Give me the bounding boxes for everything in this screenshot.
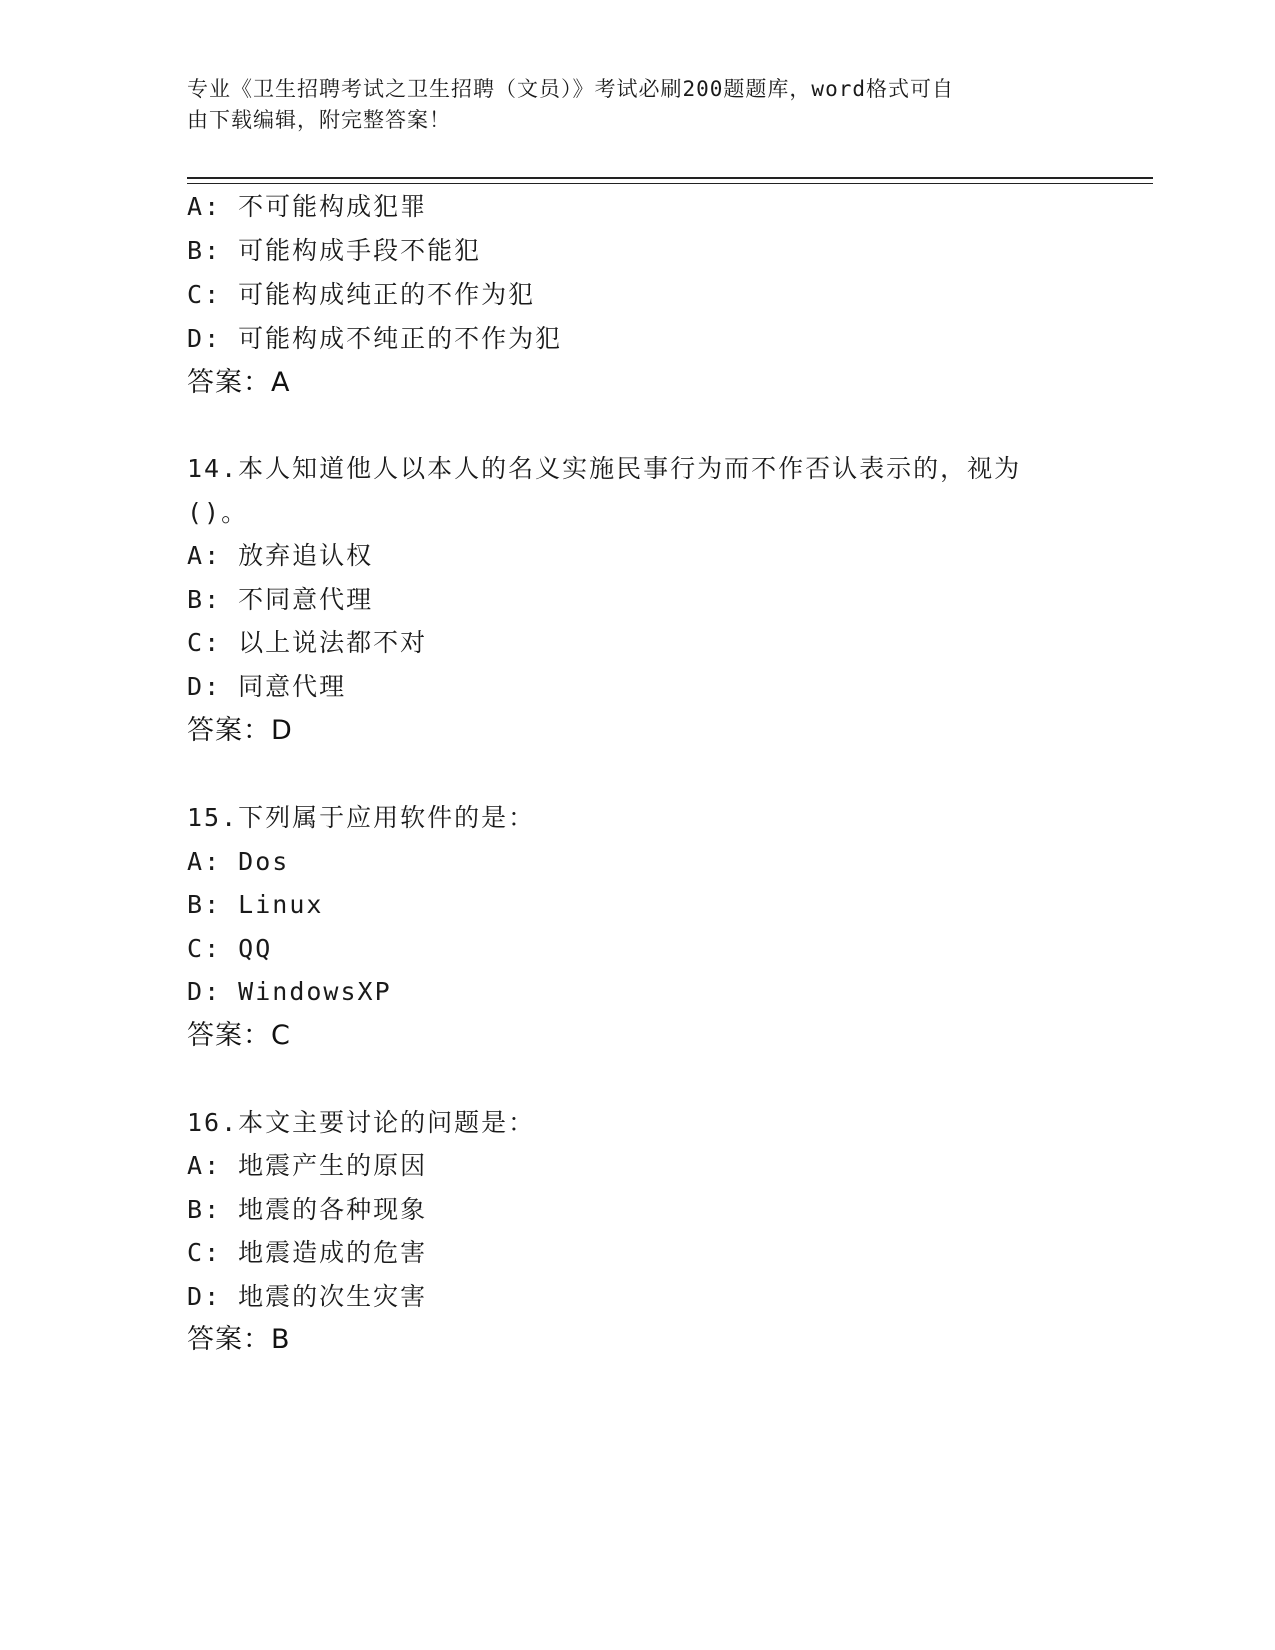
option-letter: B (187, 236, 205, 265)
option-separator: : (204, 280, 239, 309)
option-text: 可能构成不纯正的不作为犯 (238, 324, 563, 353)
option-letter: C (187, 628, 205, 657)
q15-option-a (187, 846, 289, 878)
option-text: 可能构成纯正的不作为犯 (238, 280, 536, 309)
q15-option-b (187, 889, 323, 921)
option-separator: : (204, 1195, 239, 1224)
option-letter: C (187, 934, 205, 963)
option-letter: D (187, 324, 205, 353)
option-text: 可能构成手段不能犯 (238, 236, 482, 265)
option-text: Linux (238, 890, 324, 919)
q15-option-d (187, 976, 392, 1008)
header-divider-thick (187, 177, 1153, 179)
option-text: 不可能构成犯罪 (238, 192, 428, 221)
option-text: 地震产生的原因 (238, 1151, 428, 1180)
q16-option-d (187, 1281, 427, 1313)
q14-option-a (187, 540, 373, 572)
q16-option-c (187, 1237, 427, 1269)
q14-option-b (187, 584, 373, 616)
option-separator: : (204, 236, 239, 265)
option-separator: : (204, 934, 239, 963)
option-separator: : (204, 585, 239, 614)
header-line-1: 专业《卫生招聘考试之卫生招聘（文员）》考试必刷200题题库，word格式可自 (187, 77, 954, 101)
option-separator: : (204, 324, 239, 353)
prev-answer: 答案：A (187, 367, 291, 398)
option-separator: : (204, 541, 239, 570)
option-separator: : (204, 977, 239, 1006)
option-letter: B (187, 1195, 205, 1224)
prev-option-d (187, 323, 562, 355)
q14-option-d (187, 671, 346, 703)
option-separator: : (204, 847, 239, 876)
prev-option-c (187, 279, 535, 311)
header-divider-thin (187, 183, 1153, 184)
q16-answer: 答案：B (187, 1324, 291, 1355)
q15-answer: 答案：C (187, 1020, 291, 1051)
option-text: 以上说法都不对 (238, 628, 428, 657)
option-letter: C (187, 280, 205, 309)
option-letter: A (187, 541, 205, 570)
option-text: Dos (238, 847, 290, 876)
option-separator: : (204, 192, 239, 221)
header-line-2: 由下载编辑，附完整答案！ (187, 108, 451, 132)
q14-answer: 答案：D (187, 715, 293, 746)
option-letter: D (187, 1282, 205, 1311)
q15-stem-line-1: 15.下列属于应用软件的是： (187, 803, 536, 832)
option-separator: : (204, 890, 239, 919)
option-separator: : (204, 1151, 239, 1180)
q14-stem-line-1: 14.本人知道他人以本人的名义实施民事行为而不作否认表示的，视为 (187, 454, 1022, 483)
option-separator: : (204, 1282, 239, 1311)
option-letter: A (187, 1151, 205, 1180)
q16-option-b (187, 1194, 427, 1226)
option-separator: : (204, 672, 239, 701)
option-letter: B (187, 890, 205, 919)
option-text: 同意代理 (238, 672, 347, 701)
document-header (187, 74, 1067, 136)
prev-option-b (187, 235, 481, 267)
prev-option-a (187, 191, 427, 223)
option-text: 地震的次生灾害 (238, 1282, 428, 1311)
option-text: 地震的各种现象 (238, 1195, 428, 1224)
option-text: WindowsXP (238, 977, 392, 1006)
option-separator: : (204, 628, 239, 657)
q15-option-c (187, 933, 272, 965)
option-letter: A (187, 847, 205, 876)
q16-stem-line-1: 16.本文主要讨论的问题是： (187, 1108, 536, 1137)
q16-option-a (187, 1150, 427, 1182)
q14-option-c (187, 627, 427, 659)
option-text: QQ (238, 934, 273, 963)
option-letter: A (187, 192, 205, 221)
option-text: 地震造成的危害 (238, 1238, 428, 1267)
option-letter: B (187, 585, 205, 614)
option-text: 放弃追认权 (238, 541, 374, 570)
option-letter: D (187, 977, 205, 1006)
option-separator: : (204, 1238, 239, 1267)
option-letter: D (187, 672, 205, 701)
option-text: 不同意代理 (238, 585, 374, 614)
q14-stem-line-2: ()。 (187, 498, 249, 527)
option-letter: C (187, 1238, 205, 1267)
